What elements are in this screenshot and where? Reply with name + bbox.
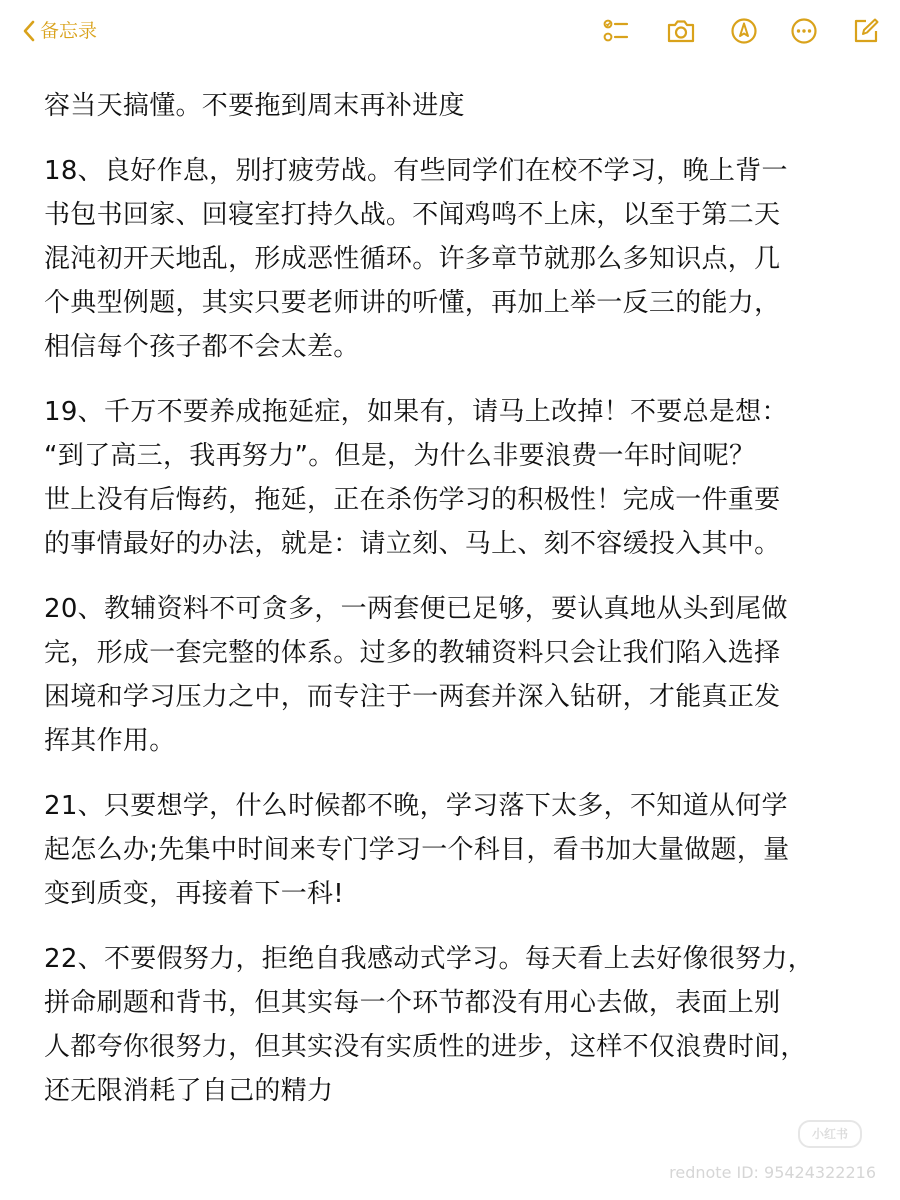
faded-note-title (330, 10, 570, 46)
rednote-id-watermark: rednote ID: 95424322216 (669, 1163, 876, 1182)
rednote-logo-watermark: 小红书 (798, 1120, 862, 1148)
markup-pen-icon[interactable] (730, 17, 758, 45)
checklist-icon[interactable] (602, 17, 630, 45)
note-paragraph: 21、只要想学，什么时候都不晚，学习落下太多，不知道从何学 起怎么办;先集中时间来专门学习一个科目，看书加大量做题，量 变到质变，再接着下一科! (44, 791, 790, 909)
back-label: 备忘录 (40, 20, 98, 42)
notes-toolbar (0, 0, 900, 64)
more-icon[interactable] (790, 17, 818, 45)
camera-icon[interactable] (666, 17, 696, 45)
note-paragraph: 18、良好作息，别打疲劳战。有些同学们在校不学习，晚上背一 书包书回家、回寝室打持久战。不闻鸡鸣不上床，以至于第二天 混沌初开天地乱，形成恶性循环。许多章节就那么多知识点，几 个典型例题，其实只要老师讲的听懂，再加上举一反三的能力， 相信每个孩子都不会太差。 (44, 156, 788, 362)
back-button[interactable] (22, 16, 97, 46)
note-paragraph: 20、教辅资料不可贪多，一两套便已足够，要认真地从头到尾做 完，形成一套完整的体系。过多的教辅资料只会让我们陷入选择 困境和学习压力之中，而专注于一两套并深入钻研，才能真正发 挥其作用。 (44, 594, 788, 756)
note-paragraph: 容当天搞懂。不要拖到周末再补进度 (44, 91, 465, 121)
note-paragraph: 19、千万不要养成拖延症，如果有，请马上改掉！不要总是想： “到了高三，我再努力”。但是，为什么非要浪费一年时间呢？ 世上没有后悔药，拖延，正在杀伤学习的积极性！完成一件重要 的事情最好的办法，就是：请立刻、马上、刻不容缓投入其中。 (44, 397, 788, 559)
chevron-left-icon (22, 19, 36, 43)
note-body[interactable] (44, 84, 884, 1134)
note-paragraph: 22、不要假努力，拒绝自我感动式学习。每天看上去好像很努力， 拼命刷题和背书，但其实每一个环节都没有用心去做，表面上别 人都夸你很努力，但其实没有实质性的进步，这样不仅浪费时间， 还无限消耗了自己的精力 (44, 944, 815, 1106)
compose-icon[interactable] (852, 17, 880, 45)
